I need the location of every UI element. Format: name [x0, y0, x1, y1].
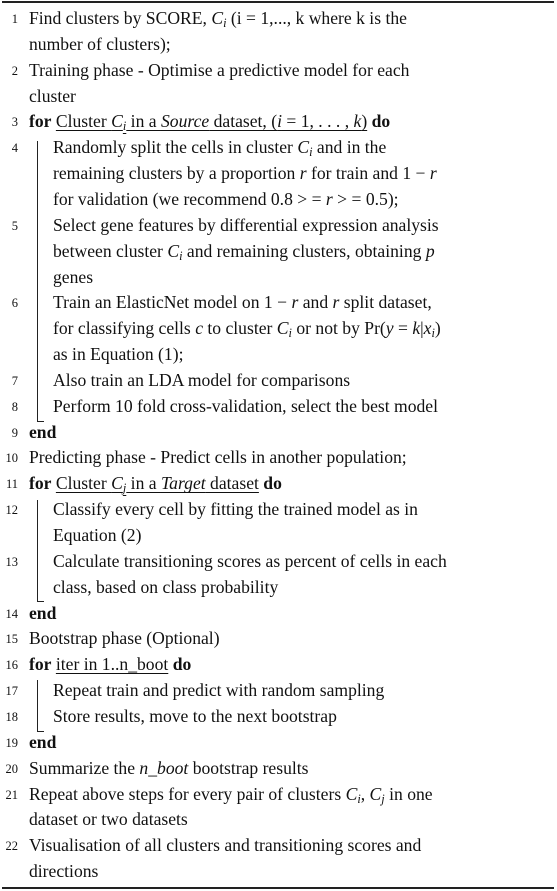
loop-bar-tick — [37, 421, 44, 422]
line-text — [53, 522, 141, 548]
text-run: c — [195, 318, 203, 339]
text-run: number of clusters); — [29, 33, 171, 54]
keyword: end — [29, 421, 57, 442]
text-run: i — [122, 119, 127, 134]
text-run: Classify every cell by fitting the trained model as in — [53, 499, 418, 520]
text-run: x — [423, 318, 432, 339]
line-number: 14 — [5, 606, 18, 621]
text-run: i — [309, 145, 313, 160]
text-run: i — [288, 326, 292, 341]
algorithm-line — [0, 57, 557, 83]
algorithm-line — [0, 729, 557, 755]
text-run: , — [360, 783, 370, 804]
text-run: r — [299, 163, 307, 184]
line-number: 19 — [5, 735, 18, 750]
text-run: j — [122, 481, 127, 496]
text-run: dataset — [205, 473, 259, 494]
text-run: Train an ElasticNet model on 1 − — [53, 292, 292, 313]
line-text — [29, 858, 98, 884]
text-run: or not by Pr( — [291, 318, 386, 339]
algorithm-line — [0, 5, 557, 31]
text-run: | — [420, 318, 424, 339]
text-run: Equation (2) — [53, 525, 142, 545]
algorithm-line — [0, 600, 557, 626]
text-run: to cluster — [203, 318, 277, 339]
line-text — [53, 264, 93, 290]
text-run: r — [332, 292, 340, 313]
loop-bar-training — [37, 141, 38, 422]
algorithm-line — [0, 108, 557, 134]
algorithm-line — [0, 83, 557, 109]
text-run: and remaining clusters, obtaining — [182, 240, 426, 261]
text-run: and in the — [312, 137, 387, 158]
line-number: 7 — [11, 373, 18, 388]
algorithm-line — [0, 496, 557, 522]
text-run: Also train an LDA model for comparisons — [53, 369, 351, 390]
loop-bar-predicting — [37, 500, 38, 602]
text-run: C — [111, 111, 123, 132]
keyword: for — [29, 111, 52, 132]
line-number: 2 — [11, 63, 18, 78]
text-run: > = 0.5); — [332, 188, 399, 209]
algorithm-line — [0, 625, 557, 651]
line-number: 10 — [5, 451, 18, 466]
text-run: Repeat above steps for every pair of clusters — [29, 783, 346, 804]
keyword: for — [29, 473, 52, 494]
line-text — [29, 806, 188, 832]
algorithm-line — [0, 781, 557, 807]
line-number: 20 — [5, 761, 18, 776]
algorithm-line — [0, 806, 557, 832]
text-run: n_boot — [139, 757, 189, 778]
line-text — [29, 755, 309, 781]
line-number: 4 — [11, 141, 18, 156]
keyword: for — [29, 654, 52, 675]
algorithm-line — [0, 341, 557, 367]
text-run: j — [381, 791, 385, 806]
line-number: 6 — [11, 296, 18, 311]
loop-bar-tick — [37, 601, 44, 602]
text-run: C — [276, 318, 289, 339]
text-run: in a — [126, 473, 161, 494]
text-run: Store results, move to the next bootstrap — [53, 705, 337, 726]
algorithm-line — [0, 264, 557, 290]
text-run: Cluster — [55, 473, 112, 494]
line-number: 3 — [11, 115, 18, 130]
text-run: Visualisation of all clusters and transitioning scores and — [29, 835, 422, 856]
algorithm-line — [0, 755, 557, 781]
text-run: Perform 10 fold cross-validation, select the best model — [53, 395, 439, 416]
text-run: Repeat train and predict with random sampling — [53, 680, 385, 701]
keyword: do — [263, 473, 282, 494]
text-run: split dataset, — [339, 292, 432, 313]
algorithm-line — [0, 858, 557, 884]
text-run: for train and 1 − — [306, 163, 430, 184]
text-run: y — [385, 318, 394, 339]
text-run: remaining clusters by a proportion — [53, 163, 300, 184]
line-text — [53, 186, 399, 212]
line-text — [53, 134, 386, 160]
line-text — [29, 444, 407, 470]
text-run: i — [223, 16, 227, 31]
text-run: C — [111, 473, 123, 494]
text-run: Predicting phase - Predict cells in another population; — [29, 447, 407, 468]
line-number: 12 — [5, 503, 18, 518]
line-text — [29, 470, 282, 496]
line-text — [53, 393, 438, 419]
text-run: as in Equation (1); — [53, 344, 184, 365]
keyword: end — [29, 731, 57, 752]
text-run: Find clusters by SCORE, — [29, 8, 212, 28]
line-number: 22 — [5, 839, 18, 854]
algorithm-line — [0, 186, 557, 212]
text-run: in one — [384, 783, 433, 804]
bottom-rule — [2, 887, 554, 889]
line-number: 15 — [5, 632, 18, 647]
text-run: i — [179, 248, 183, 263]
text-run: Training phase - Optimise a predictive model for each — [29, 59, 410, 80]
text-run: in a — [126, 111, 161, 132]
text-run: C — [167, 240, 180, 261]
line-number: 16 — [5, 658, 18, 673]
keyword: do — [371, 111, 391, 132]
line-number: 13 — [5, 554, 18, 569]
text-run: r — [291, 292, 299, 313]
line-text — [29, 625, 220, 651]
text-run: Summarize the — [29, 757, 140, 778]
line-number: 5 — [11, 218, 18, 233]
top-rule — [2, 1, 554, 3]
algorithm-line — [0, 393, 557, 419]
line-text — [29, 781, 433, 807]
algorithm-line — [0, 134, 557, 160]
keyword: end — [29, 602, 57, 623]
line-text — [29, 419, 56, 445]
line-text — [53, 574, 278, 600]
line-text — [53, 367, 350, 393]
algorithm-line — [0, 677, 557, 703]
line-text — [53, 703, 337, 729]
line-text — [29, 57, 409, 83]
text-run: for classifying cells — [53, 318, 196, 339]
line-text — [29, 832, 421, 858]
text-run: C — [297, 137, 310, 158]
text-run: Source — [160, 111, 210, 132]
text-run: Select gene features by differential expression analysis — [53, 214, 439, 235]
line-number: 9 — [11, 425, 18, 440]
text-run: ) — [434, 318, 441, 339]
text-run: genes — [53, 266, 94, 287]
line-text — [53, 212, 439, 238]
text-run: r — [325, 188, 333, 209]
text-run: bootstrap results — [188, 757, 309, 778]
line-text — [53, 289, 432, 315]
line-number: 8 — [11, 399, 18, 414]
algorithm-line — [0, 832, 557, 858]
text-run: i — [277, 111, 282, 132]
text-run: Cluster — [55, 111, 112, 132]
text-run: Target — [160, 473, 206, 494]
algorithm-line — [0, 444, 557, 470]
text-run: iter in 1..n_boot — [55, 654, 169, 675]
line-text — [29, 651, 191, 677]
algorithm-line — [0, 367, 557, 393]
line-number: 17 — [5, 684, 18, 699]
text-run: r — [429, 163, 437, 184]
text-run: = — [393, 318, 413, 339]
text-run: ) — [361, 111, 368, 132]
loop-bar-bootstrap — [37, 680, 38, 732]
text-run: k — [353, 111, 362, 132]
line-text — [53, 677, 384, 703]
text-run: = 1, . . . , — [281, 111, 354, 132]
algorithm-line — [0, 315, 557, 341]
algorithm-line — [0, 212, 557, 238]
algorithm-line — [0, 238, 557, 264]
algorithm-line — [0, 574, 557, 600]
line-text — [53, 341, 183, 367]
text-run: (i = 1,..., k where k is the — [226, 8, 407, 28]
keyword: do — [172, 654, 192, 675]
line-text — [53, 548, 447, 574]
text-run: k — [412, 318, 421, 339]
text-run: and — [298, 292, 333, 313]
line-number: 11 — [5, 477, 18, 492]
text-run: dataset, ( — [209, 111, 278, 132]
algorithm-line — [0, 160, 557, 186]
text-run: i — [431, 326, 435, 341]
text-run: dataset or two datasets — [29, 809, 188, 830]
text-run: C — [369, 783, 382, 804]
algorithm-line — [0, 522, 557, 548]
line-number: 18 — [5, 709, 18, 724]
line-text — [53, 315, 441, 341]
text-run: between cluster — [53, 240, 168, 261]
algorithm-line — [0, 289, 557, 315]
text-run: for validation (we recommend 0.8 > = — [53, 188, 326, 209]
line-text — [29, 600, 56, 626]
line-number: 21 — [5, 787, 18, 802]
text-run: p — [425, 240, 435, 261]
text-run: i — [357, 791, 361, 806]
text-run: Bootstrap phase (Optional) — [29, 628, 220, 649]
algorithm-line — [0, 651, 557, 677]
line-text — [29, 83, 76, 109]
algorithm-line — [0, 548, 557, 574]
text-run: directions — [29, 861, 99, 882]
line-text — [29, 5, 407, 31]
line-text — [29, 108, 390, 134]
text-run: Randomly split the cells in cluster — [53, 137, 298, 158]
algorithm-line — [0, 31, 557, 57]
line-number: 1 — [11, 12, 18, 26]
loop-bar-tick — [37, 731, 44, 732]
text-run: Calculate transitioning scores as percent of cells in each — [53, 550, 447, 571]
line-text — [53, 160, 437, 186]
line-text — [29, 31, 171, 57]
algorithm-line — [0, 703, 557, 729]
line-text — [53, 496, 418, 522]
text-run: cluster — [29, 85, 76, 106]
text-run: C — [345, 783, 358, 804]
line-text — [53, 238, 435, 264]
algorithm-line — [0, 470, 557, 496]
text-run: class, based on class probability — [53, 576, 279, 597]
text-run: C — [211, 8, 224, 28]
line-text — [29, 729, 56, 755]
algorithm-line — [0, 419, 557, 445]
